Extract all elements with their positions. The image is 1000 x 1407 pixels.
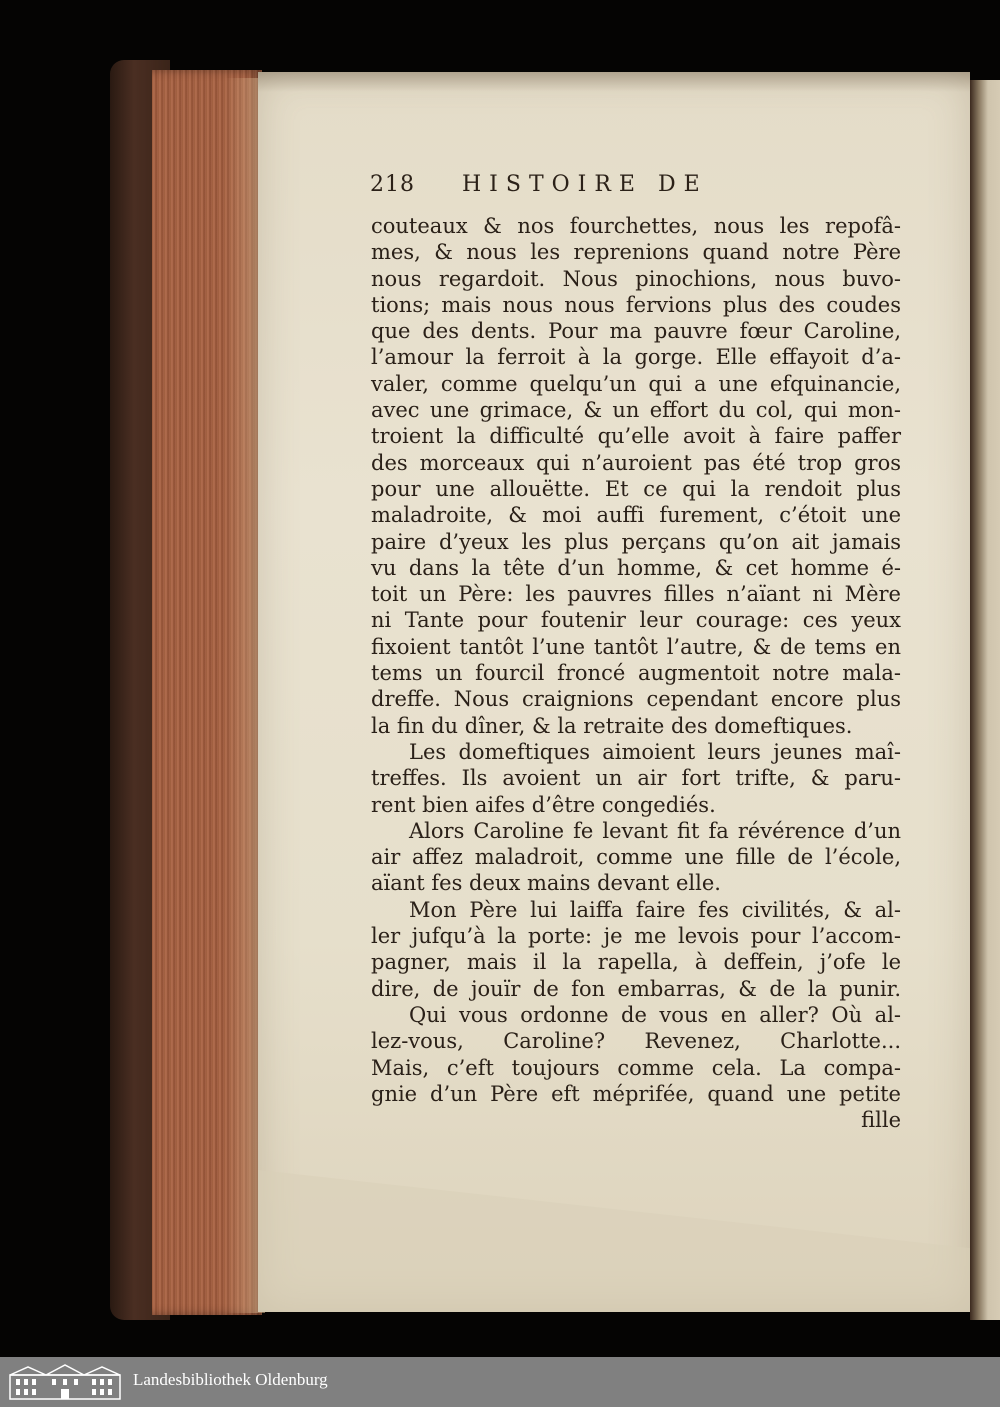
text-line: dire, de jouïr de fon embarras, & de la punir. [371, 976, 901, 1001]
text-line: pagner, mais il la rapella, à deffein, j’ofe le [371, 950, 901, 975]
footer-bar [0, 1357, 1000, 1407]
text-line: la fin du dîner, & la retraite des domeftiques. [371, 713, 853, 738]
text-line: l’amour la ferroit à la gorge. Elle effayoit d’a- [371, 345, 901, 370]
text-line: paire d’yeux les plus perçans qu’on ait jamais [371, 529, 901, 554]
text-line: treffes. Ils avoient un air fort trifte, & paru- [371, 766, 901, 791]
text-line: Alors Caroline fe levant fit fa révérence d’un [409, 818, 901, 843]
text-line: ler jufqu’à la porte: je me levois pour l’accom- [371, 924, 901, 949]
page-number: 218 [370, 172, 415, 197]
text-line: lez-vous, Caroline? Revenez, Charlotte... [371, 1029, 901, 1054]
text-line: Mais, c’eft toujours comme cela. La compa- [371, 1055, 901, 1080]
text-line: Les domeftiques aimoient leurs jeunes maî- [409, 739, 901, 764]
text-line: maladroite, & moi auffi furement, c’étoit une [371, 503, 901, 528]
text-line: que des dents. Pour ma pauvre fœur Caroline, [371, 319, 901, 344]
text-line: mes, & nous les reprenions quand notre Père [371, 240, 901, 265]
text-line: couteaux & nos fourchettes, nous les repofâ- [371, 214, 901, 238]
text-line: air affez maladroit, comme une fille de l’école, [371, 845, 901, 870]
text-line: pour une allouëtte. Et ce qui la rendoit plus [371, 476, 901, 501]
page-top-shadow [258, 72, 970, 92]
text-line: tions; mais nous nous fervions plus des coudes [371, 292, 901, 317]
text-line: dreffe. Nous craignions cependant encore plus [371, 687, 901, 712]
text-line: avec une grimace, & un effort du col, qui mon- [371, 398, 901, 423]
text-line: ni Tante pour foutenir leur courage: ces yeux [371, 608, 901, 633]
page-body-text [371, 213, 901, 1133]
catchword: fille [861, 1108, 901, 1133]
text-line: troient la difficulté qu’elle avoit à faire paffer [371, 424, 901, 449]
text-line: vu dans la tête d’un homme, & cet homme é- [371, 555, 901, 580]
text-line: nous regardoit. Nous pinochions, nous buvo- [371, 266, 901, 291]
text-line: toit un Père: les pauvres filles n’aïant ni Mère [371, 582, 901, 607]
text-line: valer, comme quelqu’un qui a une efquinancie, [371, 371, 901, 396]
running-title: HISTOIRE DE [462, 172, 708, 197]
library-building-logo-icon [8, 1363, 122, 1401]
text-line: Mon Père lui laiffa faire fes civilités, & al- [409, 897, 901, 922]
page-header [370, 172, 890, 208]
text-line: rent bien aifes d’être congediés. [371, 792, 716, 817]
library-name: Landesbibliothek Oldenburg [133, 1370, 328, 1389]
text-line: fixoient tantôt l’une tantôt l’autre, & de tems en [371, 634, 901, 659]
text-line: tems un fourcil froncé augmentoit notre mala- [371, 661, 901, 686]
text-line: des morceaux qui n’auroient pas été trop gros [371, 450, 901, 475]
text-line: gnie d’un Père eft méprifée, quand une petite [371, 1081, 901, 1106]
text-line: aïant fes deux mains devant elle. [371, 871, 721, 896]
text-line: Qui vous ordonne de vous en aller? Où al- [409, 1002, 901, 1027]
facing-page-edge [970, 80, 1000, 1320]
